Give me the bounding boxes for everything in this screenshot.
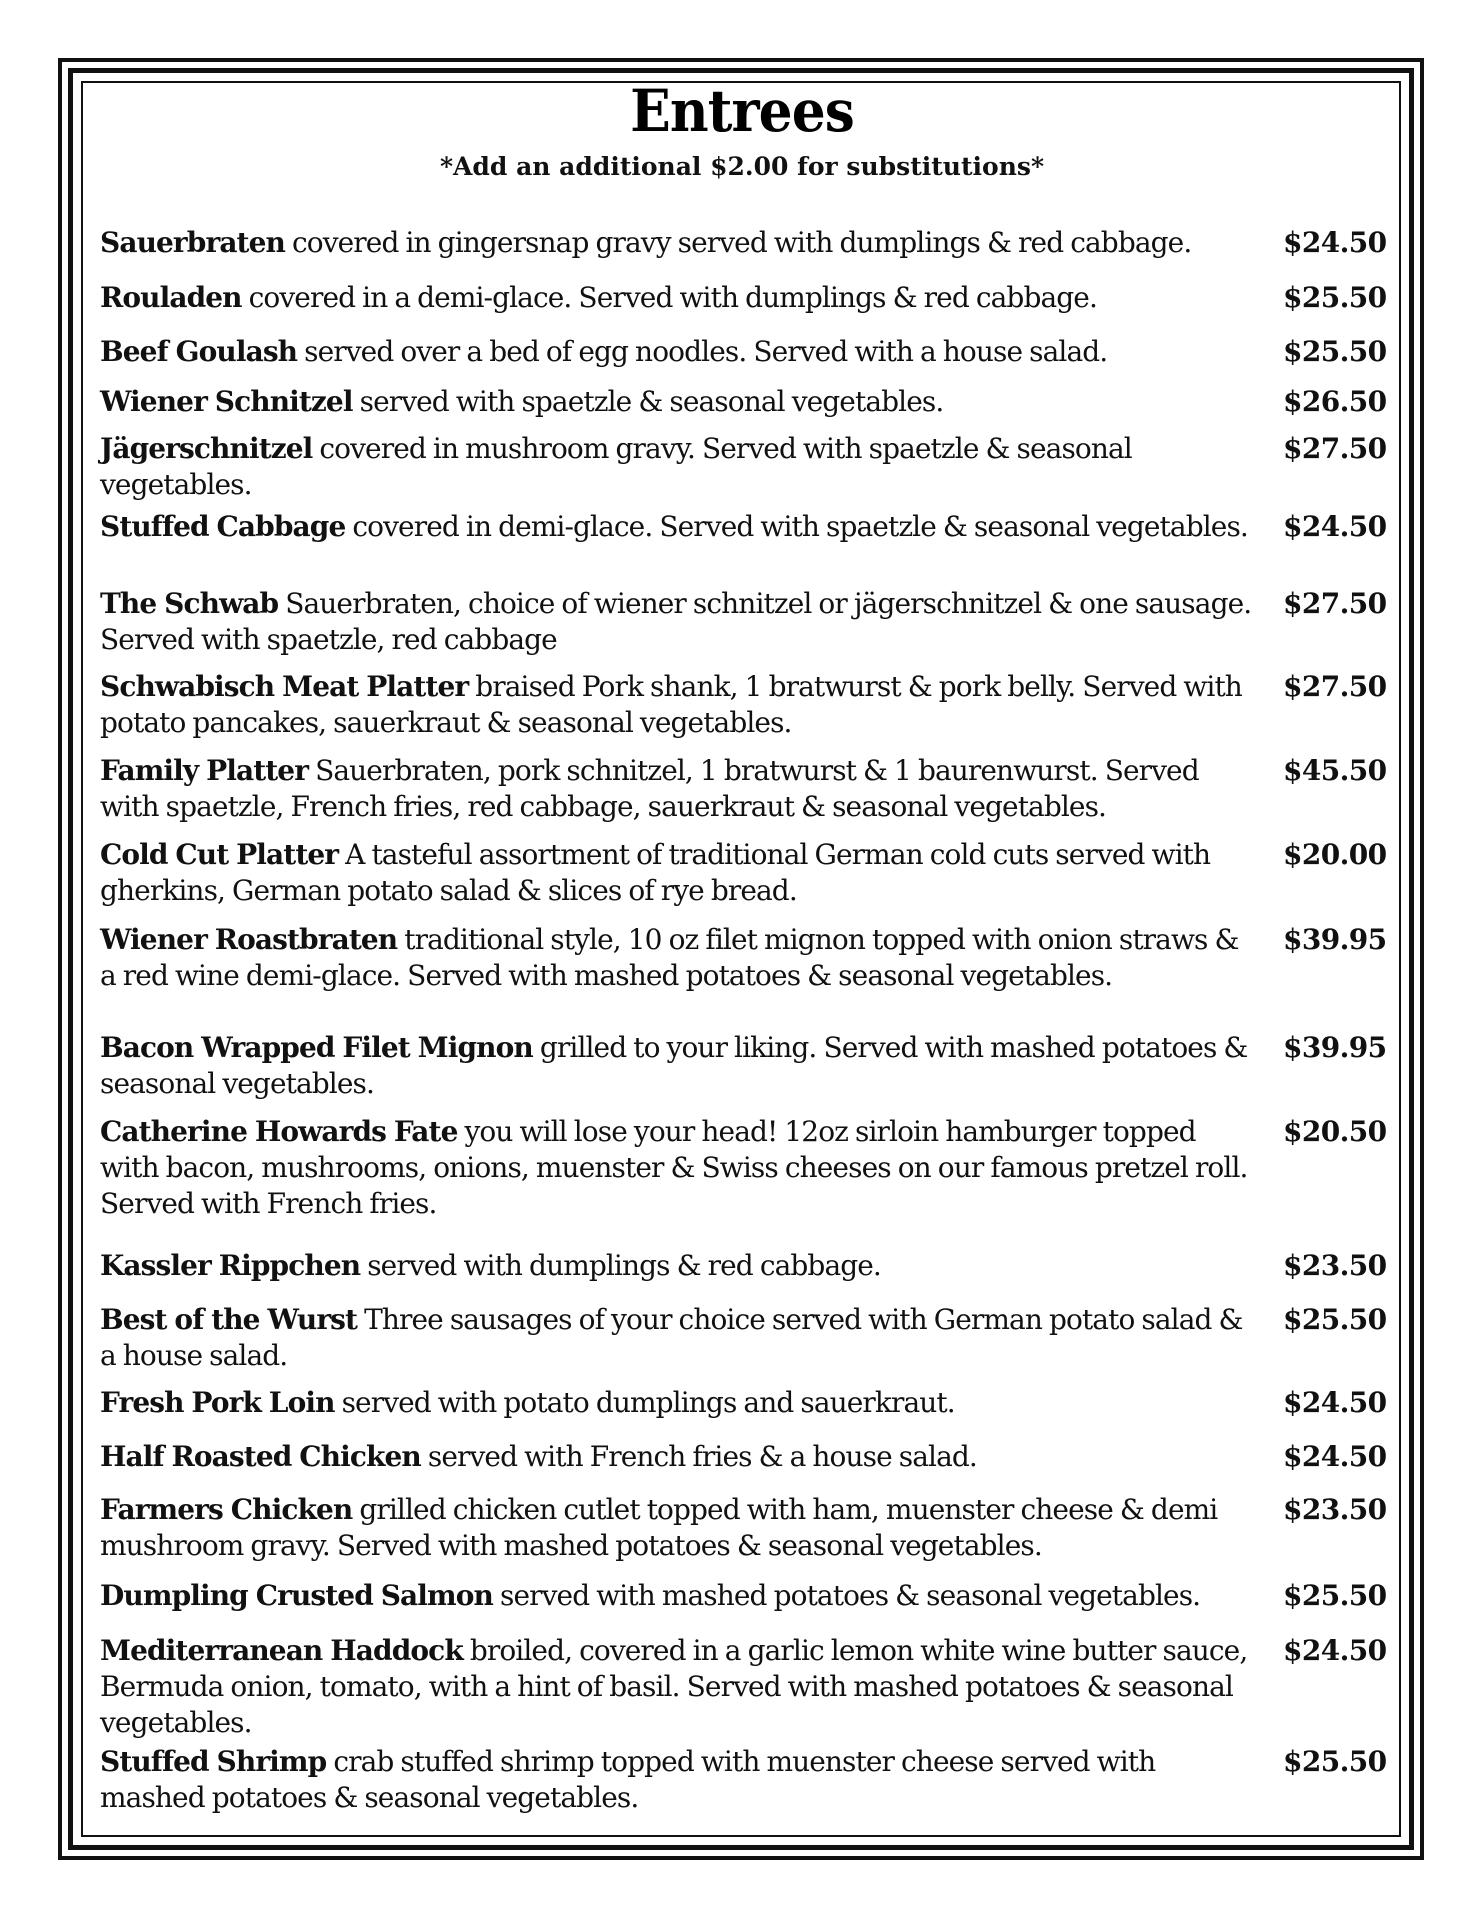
dish-description: broiled, covered in a garlic lemon white wine butter sauce, Bermuda onion, tomato, with a hint of basil. Served with mashed potatoes & seasonal vegetables.	[100, 1634, 1248, 1739]
page-title: Entrees	[630, 77, 854, 145]
dish-description: braised Pork shank, 1 bratwurst & pork belly. Served with potato pancakes, sauerkraut & seasonal vegetables.	[100, 670, 1242, 739]
dish-name: Jägerschnitzel	[100, 432, 313, 465]
dish-description: grilled to your liking. Served with mashed potatoes & seasonal vegetables.	[100, 1031, 1248, 1100]
dish-name: Stuffed Shrimp	[100, 1745, 327, 1778]
dish-description: served with French fries & a house salad.	[420, 1440, 977, 1473]
dish-description: A tasteful assortment of traditional German cold cuts served with gherkins, German potato salad & slices of rye bread.	[100, 838, 1211, 907]
dish-name: Wiener Schnitzel	[100, 385, 353, 418]
dish-price: $20.00	[1283, 838, 1387, 871]
dish-description: served with spaetzle & seasonal vegetables.	[352, 385, 944, 418]
dish-price: $25.50	[1283, 1579, 1387, 1612]
dish-description: crab stuffed shrimp topped with muenster cheese served with mashed potatoes & seasonal vegetables.	[100, 1745, 1156, 1814]
dish-description: you will lose your head! 12oz sirloin hamburger topped with bacon, mushrooms, onions, muenster & Swiss cheeses on our famous pretzel roll. Served with French fries.	[100, 1115, 1248, 1220]
dish-name: Cold Cut Platter	[100, 838, 339, 871]
dish-price: $27.50	[1283, 670, 1387, 703]
dish-name: Half Roasted Chicken	[100, 1440, 421, 1473]
dish-description: served with dumplings & red cabbage.	[360, 1249, 881, 1282]
dish-description: covered in a demi-glace. Served with dumplings & red cabbage.	[241, 281, 1097, 314]
dish-description: served with potato dumplings and sauerkraut.	[334, 1386, 955, 1419]
dish-name: The Schwab	[100, 587, 279, 620]
dish-price: $27.50	[1283, 587, 1387, 620]
dish-price: $39.95	[1283, 923, 1387, 956]
dish-name: Beef Goulash	[100, 335, 298, 368]
dish-name: Dumpling Crusted Salmon	[100, 1579, 493, 1612]
dish-name: Sauerbraten	[100, 226, 285, 259]
dish-name: Catherine Howards Fate	[100, 1115, 458, 1148]
dish-name: Fresh Pork Loin	[100, 1386, 335, 1419]
dish-description: Sauerbraten, pork schnitzel, 1 bratwurst & 1 baurenwurst. Served with spaetzle, French fries, red cabbage, sauerkraut & seasonal vegetables.	[100, 754, 1199, 823]
dish-price: $25.50	[1283, 335, 1387, 368]
dish-price: $25.50	[1283, 281, 1387, 314]
dish-description: served over a bed of egg noodles. Served with a house salad.	[297, 335, 1108, 368]
dish-price: $24.50	[1283, 1634, 1387, 1667]
dish-name: Kassler Rippchen	[100, 1249, 361, 1282]
dish-price: $26.50	[1283, 385, 1387, 418]
dish-name: Schwabisch Meat Platter	[100, 670, 469, 703]
dish-price: $25.50	[1283, 1745, 1387, 1778]
dish-price: $27.50	[1283, 432, 1387, 465]
dish-description: served with mashed potatoes & seasonal vegetables.	[493, 1579, 1201, 1612]
dish-price: $20.50	[1283, 1115, 1387, 1148]
dish-description: covered in mushroom gravy. Served with spaetzle & seasonal vegetables.	[100, 432, 1132, 501]
dish-description: Three sausages of your choice served with German potato salad & a house salad.	[100, 1303, 1243, 1372]
dish-price: $39.95	[1283, 1031, 1387, 1064]
dish-name: Mediterranean Haddock	[100, 1634, 463, 1667]
dish-description: covered in demi-glace. Served with spaetzle & seasonal vegetables.	[345, 510, 1248, 543]
dish-name: Family Platter	[100, 754, 309, 787]
substitution-note: *Add an additional $2.00 for substitutions*	[439, 152, 1045, 181]
dish-price: $24.50	[1283, 1386, 1387, 1419]
dish-description: covered in gingersnap gravy served with dumplings & red cabbage.	[284, 226, 1192, 259]
dish-price: $24.50	[1283, 510, 1387, 543]
dish-description: Sauerbraten, choice of wiener schnitzel or jägerschnitzel & one sausage. Served with spaetzle, red cabbage	[100, 587, 1252, 656]
dish-price: $25.50	[1283, 1303, 1387, 1336]
dish-name: Stuffed Cabbage	[100, 510, 346, 543]
dish-price: $23.50	[1283, 1249, 1387, 1282]
dish-name: Best of the Wurst	[100, 1303, 358, 1336]
dish-name: Farmers Chicken	[100, 1493, 353, 1526]
dish-price: $45.50	[1283, 754, 1387, 787]
dish-description: traditional style, 10 oz filet mignon topped with onion straws & a red wine demi-glace. Served with mashed potatoes & seasonal vegetables.	[100, 923, 1239, 992]
dish-price: $24.50	[1283, 1440, 1387, 1473]
dish-price: $24.50	[1283, 226, 1387, 259]
dish-name: Rouladen	[100, 281, 242, 314]
dish-description: grilled chicken cutlet topped with ham, muenster cheese & demi mushroom gravy. Served with mashed potatoes & seasonal vegetables.	[100, 1493, 1218, 1562]
dish-name: Bacon Wrapped Filet Mignon	[100, 1031, 533, 1064]
dish-price: $23.50	[1283, 1493, 1387, 1526]
dish-name: Wiener Roastbraten	[100, 923, 398, 956]
